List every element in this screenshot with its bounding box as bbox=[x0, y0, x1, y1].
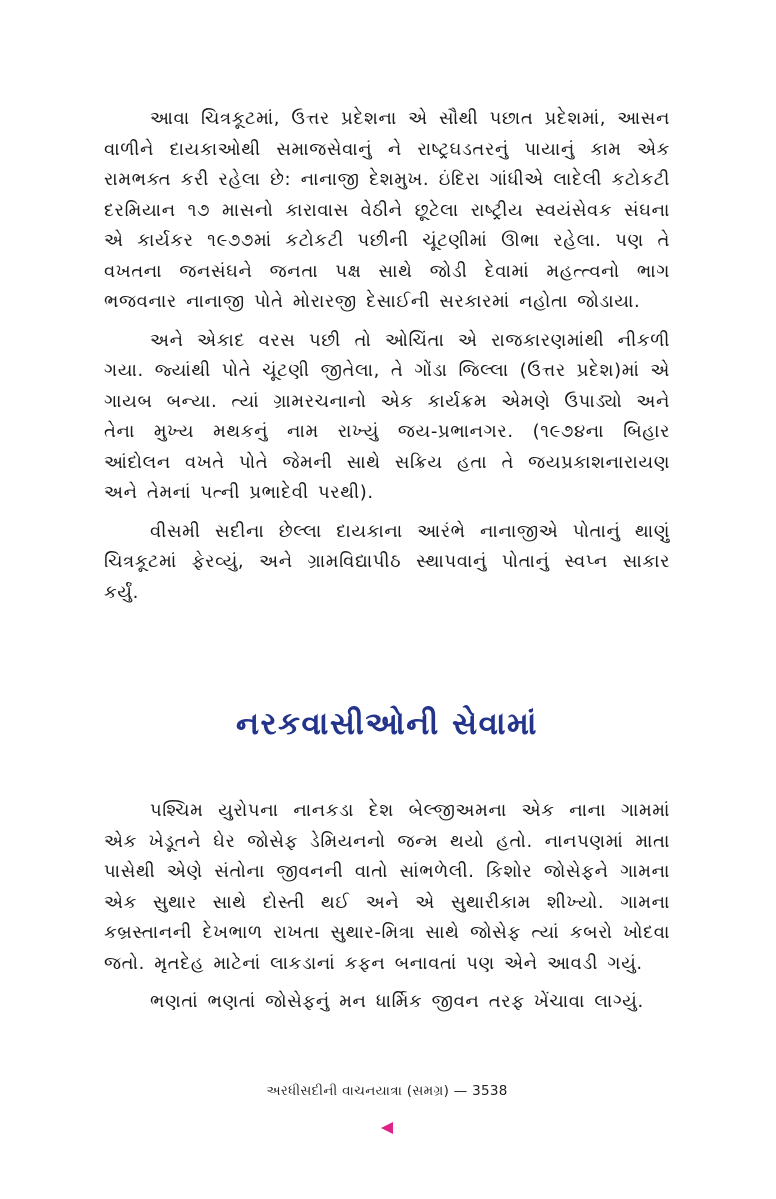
text-block-intro bbox=[104, 104, 670, 616]
page-footer: અરધીસદીની વાચનયાત્રા (સમગ્ર) — 3538 bbox=[266, 1083, 508, 1099]
section-heading: નરકવાસીઓની સેવામાં bbox=[235, 706, 539, 742]
paragraph: ભણતાં ભણતાં જોસેફનું મન ધાર્મિક જીવન તરફ ખેંચાવા લાગ્યું. bbox=[150, 991, 644, 1012]
paragraph: આવા ચિત્રકૂટમાં, ઉત્તર પ્રદેશના એ સૌથી પછાત પ્રદેશમાં, આસન વાળીને દાયકાઓથી સમાજસેવાનું ને રાષ્ટ્રઘડતરનું પાયાનું કામ એક રામભક્ત કરી રહેલા છે: નાનાજી દેશમુખ. ઇંદિરા ગાંધીએ લાદેલી કટોકટી દરમિયાન ૧૭ માસનો કારાવાસ વેઠીને છૂટેલા રાષ્ટ્રીય સ્વયંસેવક સંઘના એ કાર્યકર ૧૯૭૭માં કટોકટી પછીની ચૂંટણીમાં ઊભા રહેલા. પણ તે વખતના જનસંઘને જનતા પક્ષ સાથે જોડી દેવામાં મહત્ત્વનો ભાગ ભજવનાર નાનાજી પોતે મોરારજી દેસાઈની સરકારમાં નહોતા જોડાયા. bbox=[104, 108, 670, 312]
left-triangle-arrow-icon[interactable] bbox=[381, 1122, 393, 1134]
paragraph: પશ્ચિમ યુરોપના નાનકડા દેશ બેલ્જીઅમના એક નાના ગામમાં એક ખેડૂતને ઘેર જોસેફ ડેમિયનનો જન્મ થયો હતો. નાનપણમાં માતા પાસેથી એણે સંતોના જીવનની વાતો સાંભળેલી. કિશોર જોસેફને ગામના એક સુથાર સાથે દોસ્તી થઈ અને એ સુથારીકામ શીખ્યો. ગામના કબ્રસ્તાનની દેખભાળ રાખતા સુથાર-મિત્રા સાથે જોસેફ ત્યાં કબરો ખોદવા જતો. મૃતદેહ માટેનાં લાકડાનાં કફન બનાવતાં પણ એને આવડી ગયું. bbox=[104, 800, 670, 974]
paragraph: વીસમી સદીના છેલ્લા દાયકાના આરંભે નાનાજીએ પોતાનું થાણું ચિત્રકૂટમાં ફેરવ્યું, અને ગ્રામવિદ્યાપીઠ સ્થાપવાનું પોતાનું સ્વપ્ન સાકાર કર્યું. bbox=[104, 520, 670, 603]
text-block-section bbox=[104, 796, 670, 1026]
paragraph: અને એકાદ વરસ પછી તો ઓચિંતા એ રાજકારણમાંથી નીકળી ગયા. જ્યાંથી પોતે ચૂંટણી જીતેલા, તે ગોંડા જિલ્લા (ઉત્તર પ્રદેશ)માં એ ગાયબ બન્યા. ત્યાં ગ્રામરચનાનો એક કાર્યક્રમ એમણે ઉપાડ્યો અને તેના મુખ્ય મથકનું નામ રાખ્યું જય-પ્રભાનગર. (૧૯૭૪ના બિહાર આંદોલન વખતે પોતે જેમની સાથે સક્રિય હતા તે જયપ્રકાશનારાયણ અને તેમનાં પત્ની પ્રભાદેવી પરથી). bbox=[104, 329, 670, 503]
